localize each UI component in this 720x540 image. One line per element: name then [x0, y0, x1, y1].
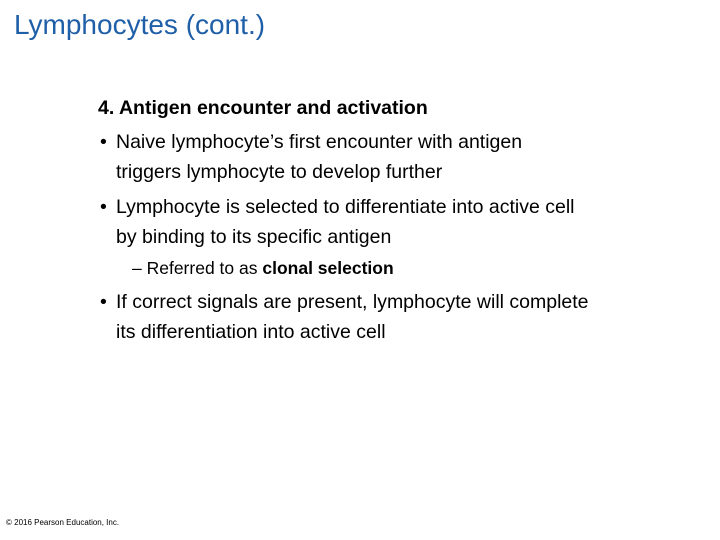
bullet-3-line-2: its differentiation into active cell — [116, 321, 386, 343]
bullet-marker: • — [100, 196, 107, 218]
bullet-marker: • — [100, 291, 107, 313]
sub-bullet-text: – Referred to as — [132, 258, 263, 278]
sub-bullet — [132, 254, 394, 282]
sub-bullet-emphasis: clonal selection — [262, 258, 394, 278]
section-heading: 4. Antigen encounter and activation — [98, 97, 428, 119]
bullet-1-line-2: triggers lymphocyte to develop further — [116, 161, 443, 183]
copyright-footer: © 2016 Pearson Education, Inc. — [6, 518, 120, 527]
bullet-marker: • — [100, 131, 107, 153]
bullet-2-line-1: Lymphocyte is selected to differentiate into active cell — [116, 196, 575, 218]
bullet-1-line-1: Naive lymphocyte’s first encounter with antigen — [116, 131, 523, 153]
bullet-3-line-1: If correct signals are present, lymphocyte will complete — [116, 291, 589, 313]
slide-title: Lymphocytes (cont.) — [14, 9, 266, 40]
bullet-2-line-2: by binding to its specific antigen — [116, 226, 392, 248]
